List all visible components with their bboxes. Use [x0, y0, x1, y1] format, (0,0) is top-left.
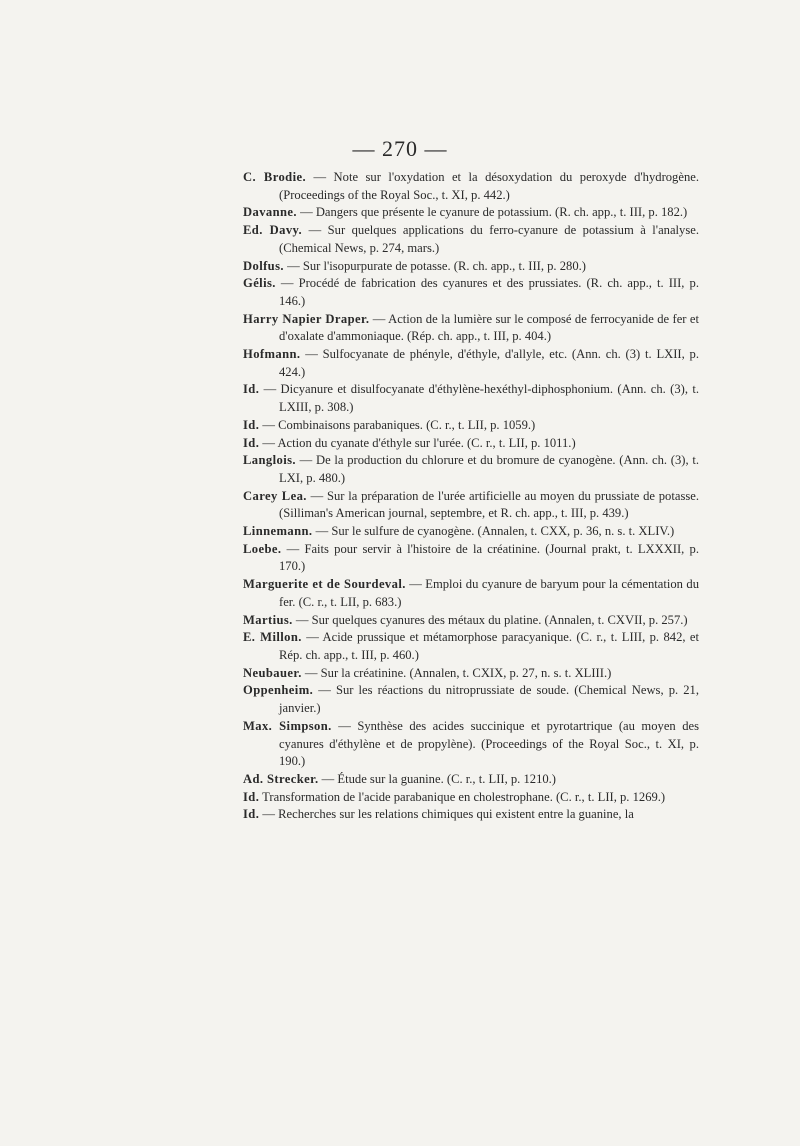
entry-author: Max. Simpson. [243, 718, 332, 733]
entry-text: — Note sur l'oxydation et la désoxydation du peroxyde d'hydrogène. (Proceedings of the Royal Soc., t. XI, p. 442.) [279, 170, 699, 202]
entry-text: — Sur la préparation de l'urée artificielle au moyen du prussiate de potasse. (Silliman's American journal, septembre, et R. ch. app., t. III, p. 439.) [279, 488, 699, 521]
bibliography-entry [243, 169, 699, 204]
entry-author: Id. [243, 807, 260, 822]
entry-text: — Dicyanure et disulfocyanate d'éthylène-hexéthyl-diphosphonium. (Ann. ch. (3), t. LXIII, p. 308.) [259, 382, 699, 415]
bibliography-entry [243, 789, 699, 807]
entry-text: — Sur le sulfure de cyanogène. (Annalen, t. CXX, p. 36, n. s. t. XLIV.) [312, 524, 675, 539]
bibliography-entry [243, 612, 699, 630]
bibliography-entry [243, 806, 699, 824]
entry-author: Id. [243, 789, 260, 804]
bibliography-entry [243, 488, 699, 523]
entry-author: Martius. [243, 612, 293, 627]
bibliography-list [243, 169, 699, 824]
entry-text: — Action du cyanate d'éthyle sur l'urée. (C. r., t. LII, p. 1011.) [259, 435, 576, 450]
bibliography-entry [243, 629, 699, 664]
bibliography-entry [243, 523, 699, 541]
entry-author: Neubauer. [243, 665, 302, 680]
bibliography-entry [243, 222, 699, 257]
entry-text: — Action de la lumière sur le composé de ferrocyanide de fer et d'oxalate d'ammoniaque. (Rép. ch. app., t. III, p. 404.) [279, 311, 699, 344]
entry-text: — Sur quelques applications du ferro-cyanure de potassium à l'analyse. (Chemical News, p. 274, mars.) [279, 223, 699, 255]
entry-author: Id. [243, 435, 260, 450]
bibliography-entry [243, 771, 699, 789]
entry-text: — Procédé de fabrication des cyanures et des prussiates. (R. ch. app., t. III, p. 146.) [275, 276, 699, 308]
entry-author: Id. [243, 417, 260, 432]
bibliography-entry [243, 665, 699, 683]
entry-author: Ed. Davy. [243, 223, 303, 238]
entry-author: Oppenheim. [243, 683, 314, 698]
entry-text: — Faits pour servir à l'histoire de la créatinine. (Journal prakt, t. LXXXII, p. 170.) [279, 541, 699, 574]
entry-text: — Étude sur la guanine. (C. r., t. LII, p. 1210.) [318, 771, 557, 786]
entry-author: Harry Napier Draper. [243, 311, 370, 326]
entry-author: C. Brodie. [243, 170, 307, 184]
entry-text: — Sur quelques cyanures des métaux du platine. (Annalen, t. CXVII, p. 257.) [292, 612, 688, 627]
entry-author: Ad. Strecker. [243, 771, 319, 786]
entry-text: — Sur la créatinine. (Annalen, t. CXIX, p. 27, n. s. t. XLIII.) [301, 665, 612, 680]
bibliography-entry [243, 275, 699, 310]
entry-text: — Emploi du cyanure de baryum pour la cémentation du fer. (C. r., t. LII, p. 683.) [279, 577, 699, 609]
bibliography-entry [243, 311, 699, 346]
bibliography-entry [243, 576, 699, 611]
entry-author: Hofmann. [243, 347, 301, 362]
entry-author: Loebe. [243, 541, 282, 556]
entry-author: Langlois. [243, 453, 296, 468]
entry-text: — Sur les réactions du nitroprussiate de soude. (Chemical News, p. 21, janvier.) [279, 683, 699, 716]
entry-text: — Sur l'isopurpurate de potasse. (R. ch. app., t. III, p. 280.) [283, 258, 586, 273]
bibliography-entry [243, 346, 699, 381]
entry-author: Id. [243, 382, 260, 397]
entry-text: — Dangers que présente le cyanure de potassium. (R. ch. app., t. III, p. 182.) [296, 205, 688, 220]
bibliography-entry [243, 258, 699, 276]
bibliography-entry [243, 682, 699, 717]
bibliography-entry [243, 435, 699, 453]
bibliography-entry [243, 417, 699, 435]
entry-text: — Synthèse des acides succinique et pyrotartrique (au moyen des cyanures d'éthylène et de propylène). (Proceedings of the Royal Soc., t. XI, p. 190.) [279, 718, 700, 769]
bibliography-entry [243, 381, 699, 416]
entry-author: Dolfus. [243, 258, 284, 273]
entry-author: E. Millon. [243, 630, 302, 645]
entry-author: Marguerite et de Sourdeval. [243, 577, 406, 592]
entry-author: Gélis. [243, 276, 276, 291]
entry-text: — De la production du chlorure et du bromure de cyanogène. (Ann. ch. (3), t. LXI, p. 480.) [279, 453, 699, 485]
entry-text: Transformation de l'acide parabanique en cholestrophane. (C. r., t. LII, p. 1269.) [259, 789, 666, 804]
bibliography-entry [243, 541, 699, 576]
entry-author: Linnemann. [243, 524, 313, 539]
entry-author: Carey Lea. [243, 488, 307, 503]
entry-text: — Recherches sur les relations chimiques qui existent entre la guanine, la [259, 807, 634, 822]
entry-author: Davanne. [243, 205, 297, 220]
entry-text: — Sulfocyanate de phényle, d'éthyle, d'allyle, etc. (Ann. ch. (3) t. LXII, p. 424.) [279, 347, 699, 379]
page-number: — 270 — [352, 136, 448, 161]
bibliography-entry [243, 204, 699, 222]
entry-text: — Combinaisons parabaniques. (C. r., t. LII, p. 1059.) [259, 417, 536, 432]
bibliography-entry [243, 718, 699, 771]
bibliography-entry [243, 452, 699, 487]
entry-text: — Acide prussique et métamorphose paracyanique. (C. r., t. LIII, p. 842, et Rép. ch. app., t. III, p. 460.) [279, 630, 700, 662]
